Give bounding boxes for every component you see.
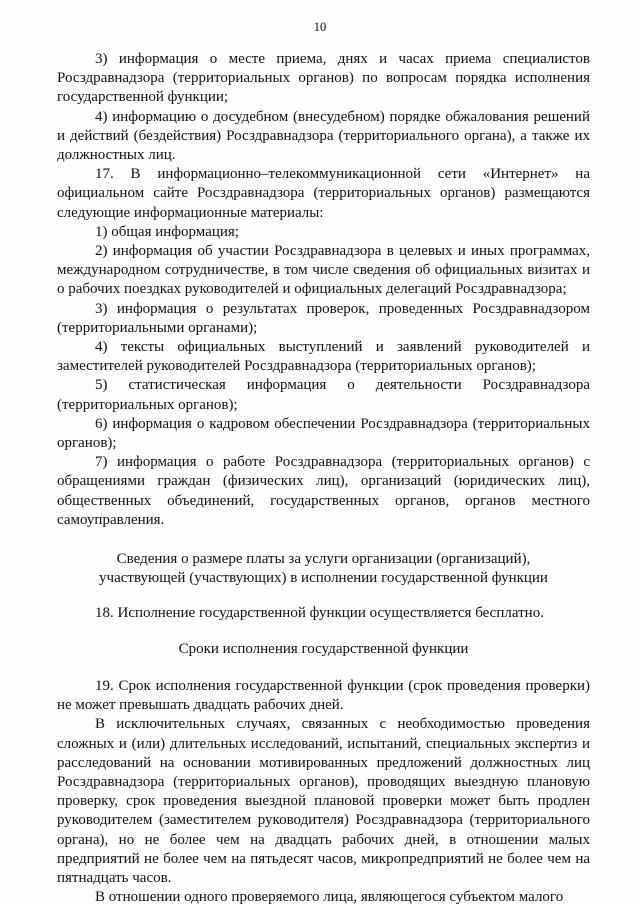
section-heading-fee-line1: Сведения о размере платы за услуги организации (организаций),	[116, 551, 531, 568]
paragraph: 6) информация о кадровом обеспечении Росздравнадзора (территориальных органов);	[57, 415, 590, 452]
page-number: 10	[313, 20, 327, 34]
section-heading-terms: Сроки исполнения государственной функции	[178, 640, 469, 657]
paragraph-18: 18. Исполнение государственной функции осуществляется бесплатно.	[95, 605, 544, 622]
document-body	[57, 50, 590, 907]
paragraph: 7) информация о работе Росздравнадзора (территориальных органов) с обращениями граждан (физических лиц), организаций (юридических лиц), общественных объединений, государственных органов, органов местного самоуправления.	[57, 454, 590, 528]
paragraph: В отношении одного проверяемого лица, являющегося субъектом малого	[95, 889, 564, 906]
section-heading-fee-line2: участвующей (участвующих) в исполнении государственной функции	[99, 570, 548, 587]
paragraph: 17. В информационно–телекоммуникационной сети «Интернет» на официальном сайте Росздравнадзора (территориальных органов) размещаются следующие информационные материалы:	[57, 166, 590, 221]
paragraph: 1) общая информация;	[95, 223, 239, 240]
paragraph: 4) информацию о досудебном (внесудебном) порядке обжалования решений и действий (бездействия) Росздравнадзора (территориального органа), а также их должностных лиц.	[57, 108, 590, 164]
paragraph: 5) статистическая информация о деятельности Росздравнадзора (территориальных органов);	[57, 377, 590, 413]
paragraph: 3) информация о результатах проверок, проведенных Росздравнадзором (территориальными органами);	[57, 300, 590, 336]
paragraph: 3) информация о месте приема, днях и часах приема специалистов Росздравнадзора (территориальных органов) по вопросам порядка исполнения государственной функции;	[57, 51, 590, 106]
paragraph: В исключительных случаях, связанных с необходимостью проведения сложных и (или) длительных исследований, испытаний, специальных экспертиз и расследований на основании мотивированных предложений должностных лиц Росздравнадзора (территориальных органов), проводящих выездную плановую проверку, срок проведения выездной плановой проверки может быть продлен руководителем (заместителем руководителя) Росздравнадзора (территориального органа), но не более чем на двадцать рабочих дней, в отношении малых предприятий не более чем на пятьдесят часов, микропредприятий не более чем на пятнадцать часов.	[57, 716, 590, 886]
paragraph: 2) информация об участии Росздравнадзора в целевых и иных программах, международном сотрудничестве, в том числе сведения об официальных визитах и о рабочих поездках руководителей и официальных делегаций Росздравнадзора;	[57, 243, 590, 298]
paragraph: 4) тексты официальных выступлений и заявлений руководителей и заместителей руководителей Росздравнадзора (территориальных органов);	[57, 339, 590, 375]
section-heading-fee	[57, 550, 590, 588]
paragraph: 19. Срок исполнения государственной функции (срок проведения проверки) не может превышать двадцать рабочих дней.	[57, 677, 590, 714]
